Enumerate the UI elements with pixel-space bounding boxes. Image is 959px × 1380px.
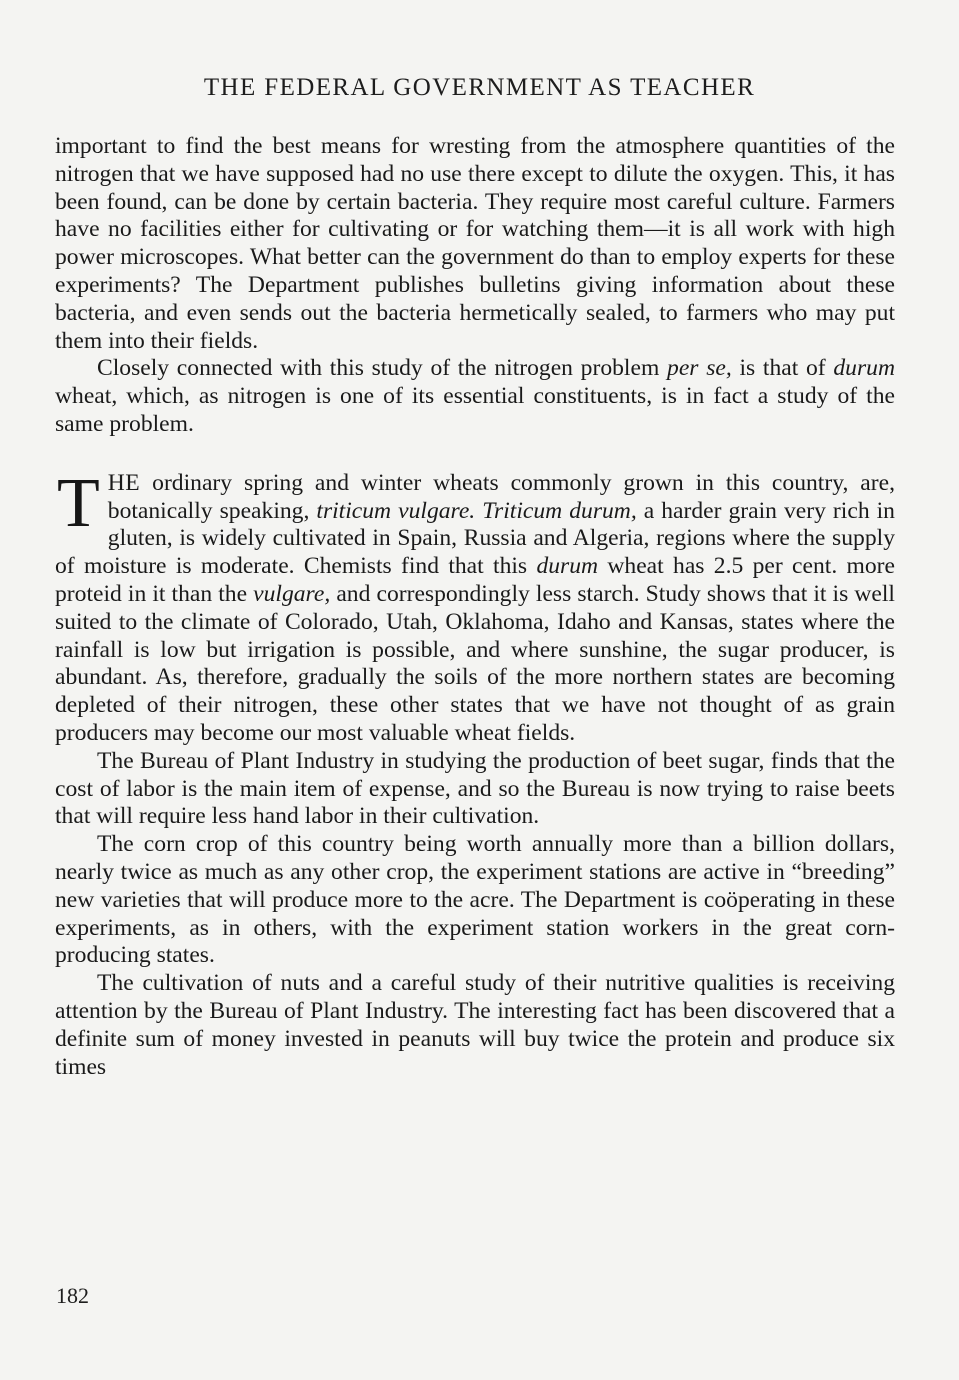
- drop-cap: T: [57, 464, 100, 542]
- drop-cap-continuation: HE: [107, 469, 141, 496]
- paragraph-corn-crop: The corn crop of this country being worth annually more than a billion dollars, nearly twice as much as any other crop, the experiment stations are active in “breeding” new varieties that will produce more to the acre. The Department is coöperating in these experiments, as in others, with the experiment station workers in the great corn-producing states.: [55, 831, 895, 969]
- text-run: wheat has 2.5 per cent. more proteid in it than the: [55, 553, 896, 607]
- text-run: is that of: [731, 355, 834, 382]
- italic-triticum-durum: Triticum durum,: [482, 497, 637, 524]
- text-run: Closely connected with this study of the nitrogen problem: [97, 355, 668, 382]
- paragraph-wheat-varieties: [55, 464, 896, 748]
- text-run: ordinary spring and winter wheats commonly grown in this country, are, botanically speaking,: [107, 469, 895, 524]
- paragraph-beet-sugar: The Bureau of Plant Industry in studying the production of beet sugar, finds that the cost of labor is the main item of expense, and so the Bureau is now trying to raise beets that will require less hand labor in their cultivation.: [55, 747, 895, 830]
- paragraph-durum-intro: [55, 355, 895, 438]
- paragraph-nitrogen-bacteria: important to find the best means for wresting from the atmosphere quantities of the nitrogen that we have supposed had no use there except to dilute the oxygen. This, it has been found, can be done by certain bacteria. They require most careful culture. Farmers have no facilities either for cultivating or for watching them—it is all work with high power microscopes. What better can the government do than to employ experts for these experiments? The Department publishes bulletins giving information about these bacteria, and even sends out the bacteria hermetically sealed, to farmers who may put them into their fields.: [55, 133, 895, 354]
- paragraph-nuts: The cultivation of nuts and a careful study of their nutritive qualities is receiving attention by the Bureau of Plant Industry. The interesting fact has been discovered that a definite sum of money invested in peanuts will buy twice the protein and produce six times: [55, 970, 895, 1080]
- italic-vulgare: vulgare,: [253, 580, 331, 607]
- text-run: a harder grain very rich in gluten, is widely cultivated in Spain, Russia and Algeria, regions where the supply of moisture is moderate. Chemists find that this: [55, 497, 895, 580]
- running-head: THE FEDERAL GOVERNMENT AS TEACHER: [203, 74, 756, 101]
- text-run: wheat, which, as nitrogen is one of its essential constituents, is in fact a study of the same problem.: [55, 383, 895, 437]
- text-run: and correspondingly less starch. Study shows that it is well suited to the climate of Colorado, Utah, Oklahoma, Idaho and Kansas, states where the rainfall is low but irrigation is possible, and where sunshine, the sugar producer, is abundant. As, therefore, gradually the soils of the more northern states are becoming depleted of their nitrogen, these other states that we have not thought of as grain producers may become our most valuable wheat fields.: [55, 580, 895, 746]
- body-text: [55, 133, 895, 1081]
- italic-triticum-vulgare: triticum vulgare.: [316, 497, 476, 524]
- italic-durum: durum: [536, 553, 599, 580]
- section-break: [55, 439, 895, 470]
- page-number: 182: [56, 1283, 89, 1308]
- italic-durum: durum: [833, 355, 895, 382]
- italic-per-se: per se,: [667, 355, 732, 382]
